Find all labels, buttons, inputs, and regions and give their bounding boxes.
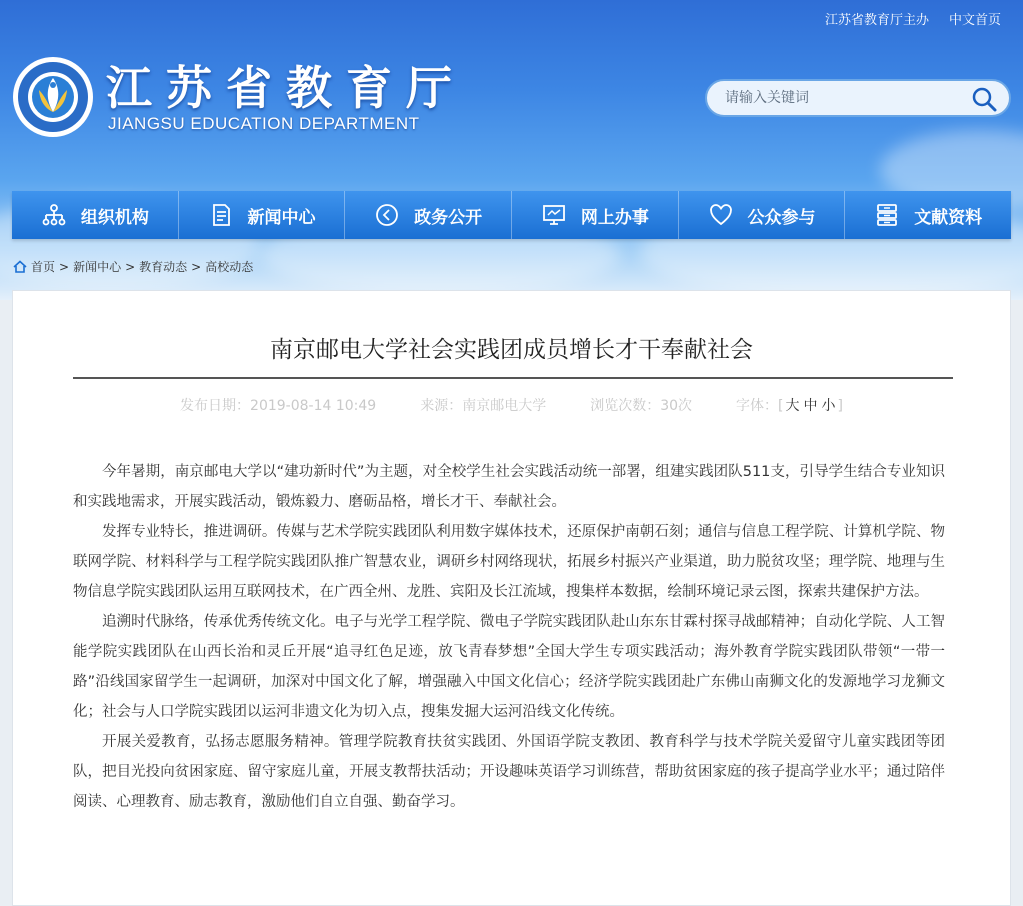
nav-label: 组织机构	[80, 207, 149, 228]
article-paragraph: 今年暑期，南京邮电大学以“建功新时代”为主题，对全校学生社会实践活动统一部署，组建实践团队511支，引导学生结合专业知识和实践地需求，开展实践活动，锻炼毅力、磨砺品格，增长才干、奉献社会。	[73, 464, 945, 510]
article-paragraph: 追溯时代脉络，传承优秀传统文化。电子与光学工程学院、微电子学院实践团队赴山东东甘霖村探寻战邮精神；自动化学院、人工智能学院实践团队在山西长治和灵丘开展“追寻红色足迹，放飞青春梦想”全国大学生专项实践活动；海外教育学院实践团队带领“一带一路”沿线国家留学生一起调研，加深对中国文化了解，增强融入中国文化信心；经济学院实践团赴广东佛山南狮文化的发源地学习龙狮文化；社会与人口学院实践团以运河非遗文化为切入点，搜集发掘大运河沿线文化传统。	[73, 614, 945, 720]
article-title: 南京邮电大学社会实践团成员增长才干奉献社会	[270, 337, 753, 363]
breadcrumb-separator: >	[191, 259, 202, 274]
search-box	[705, 79, 1011, 117]
breadcrumb	[13, 258, 253, 275]
breadcrumb-separator: >	[125, 259, 136, 274]
nav-item-public-participation[interactable]	[679, 191, 846, 239]
org-chart-icon	[41, 202, 67, 228]
play-circle-icon	[374, 202, 400, 228]
article-meta	[13, 395, 1010, 415]
article-paragraph: 开展关爱教育，弘扬志愿服务精神。管理学院教育扶贫实践团、外国语学院支教团、教育科学与技术学院关爱留守儿童实践团等团队，把目光投向贫困家庭、留守家庭儿童，开展支教帮扶活动；开设趣味英语学习训练营，帮助贫困家庭的孩子提高学业水平；通过陪伴阅读、心理教育、励志教育，激励他们自立自强、勤奋学习。	[73, 734, 945, 810]
nav-label: 公众参与	[747, 207, 816, 228]
nav-item-government-affairs[interactable]	[345, 191, 512, 239]
breadcrumb-university-news[interactable]: 高校动态	[205, 260, 254, 274]
view-count: 浏览次数：30次	[590, 398, 693, 414]
font-size-medium[interactable]: 中	[803, 398, 818, 414]
monitor-icon	[541, 202, 567, 228]
article-card	[12, 290, 1011, 906]
main-nav	[12, 191, 1011, 239]
font-size-large[interactable]: 大	[785, 398, 800, 414]
document-icon	[208, 202, 234, 228]
home-icon	[13, 260, 27, 273]
title-divider	[73, 377, 953, 379]
breadcrumb-home[interactable]: 首页	[31, 260, 56, 274]
article-body	[73, 457, 945, 817]
breadcrumb-news-center[interactable]: 新闻中心	[73, 260, 122, 274]
font-size-small[interactable]: 小	[821, 398, 836, 414]
site-title-en: JIANGSU EDUCATION DEPARTMENT	[108, 114, 420, 133]
nav-item-online-services[interactable]	[512, 191, 679, 239]
education-emblem-icon[interactable]	[12, 56, 94, 138]
breadcrumb-education-news[interactable]: 教育动态	[139, 260, 188, 274]
archive-icon	[874, 202, 900, 228]
publish-date: 发布日期：2019-08-14 10:49	[180, 398, 377, 414]
header-banner	[0, 0, 1023, 300]
nav-label: 网上办事	[580, 207, 649, 228]
organizer-link[interactable]: 江苏省教育厅主办	[824, 13, 929, 28]
font-size-label: 字体：[	[736, 398, 784, 414]
heart-icon	[708, 202, 734, 228]
search-input[interactable]	[723, 89, 967, 107]
chinese-home-link[interactable]: 中文首页	[948, 13, 1001, 28]
top-links	[825, 9, 1001, 28]
nav-label: 文献资料	[914, 207, 983, 228]
nav-item-organization[interactable]	[12, 191, 179, 239]
breadcrumb-separator: >	[59, 259, 70, 274]
nav-label: 政务公开	[414, 207, 483, 228]
site-title-cn: 江苏省教育厅	[106, 61, 466, 115]
font-size-close: ]	[837, 398, 843, 414]
article-paragraph: 发挥专业特长，推进调研。传媒与艺术学院实践团队利用数字媒体技术，还原保护南朝石刻；通信与信息工程学院、计算机学院、物联网学院、材料科学与工程学院实践团队推广智慧农业，调研乡村网络现状，拓展乡村振兴产业渠道，助力脱贫攻坚；理学院、地理与生物信息学院实践团队运用互联网技术，在广西全州、龙胜、宾阳及长江流域，搜集样本数据，绘制环境记录云图，探索共建保护方法。	[73, 524, 945, 600]
article-source: 来源：南京邮电大学	[420, 398, 547, 414]
nav-item-literature[interactable]	[845, 191, 1011, 239]
font-size-control	[736, 395, 843, 415]
nav-label: 新闻中心	[247, 207, 316, 228]
nav-item-news[interactable]	[179, 191, 346, 239]
search-icon[interactable]	[971, 86, 997, 112]
